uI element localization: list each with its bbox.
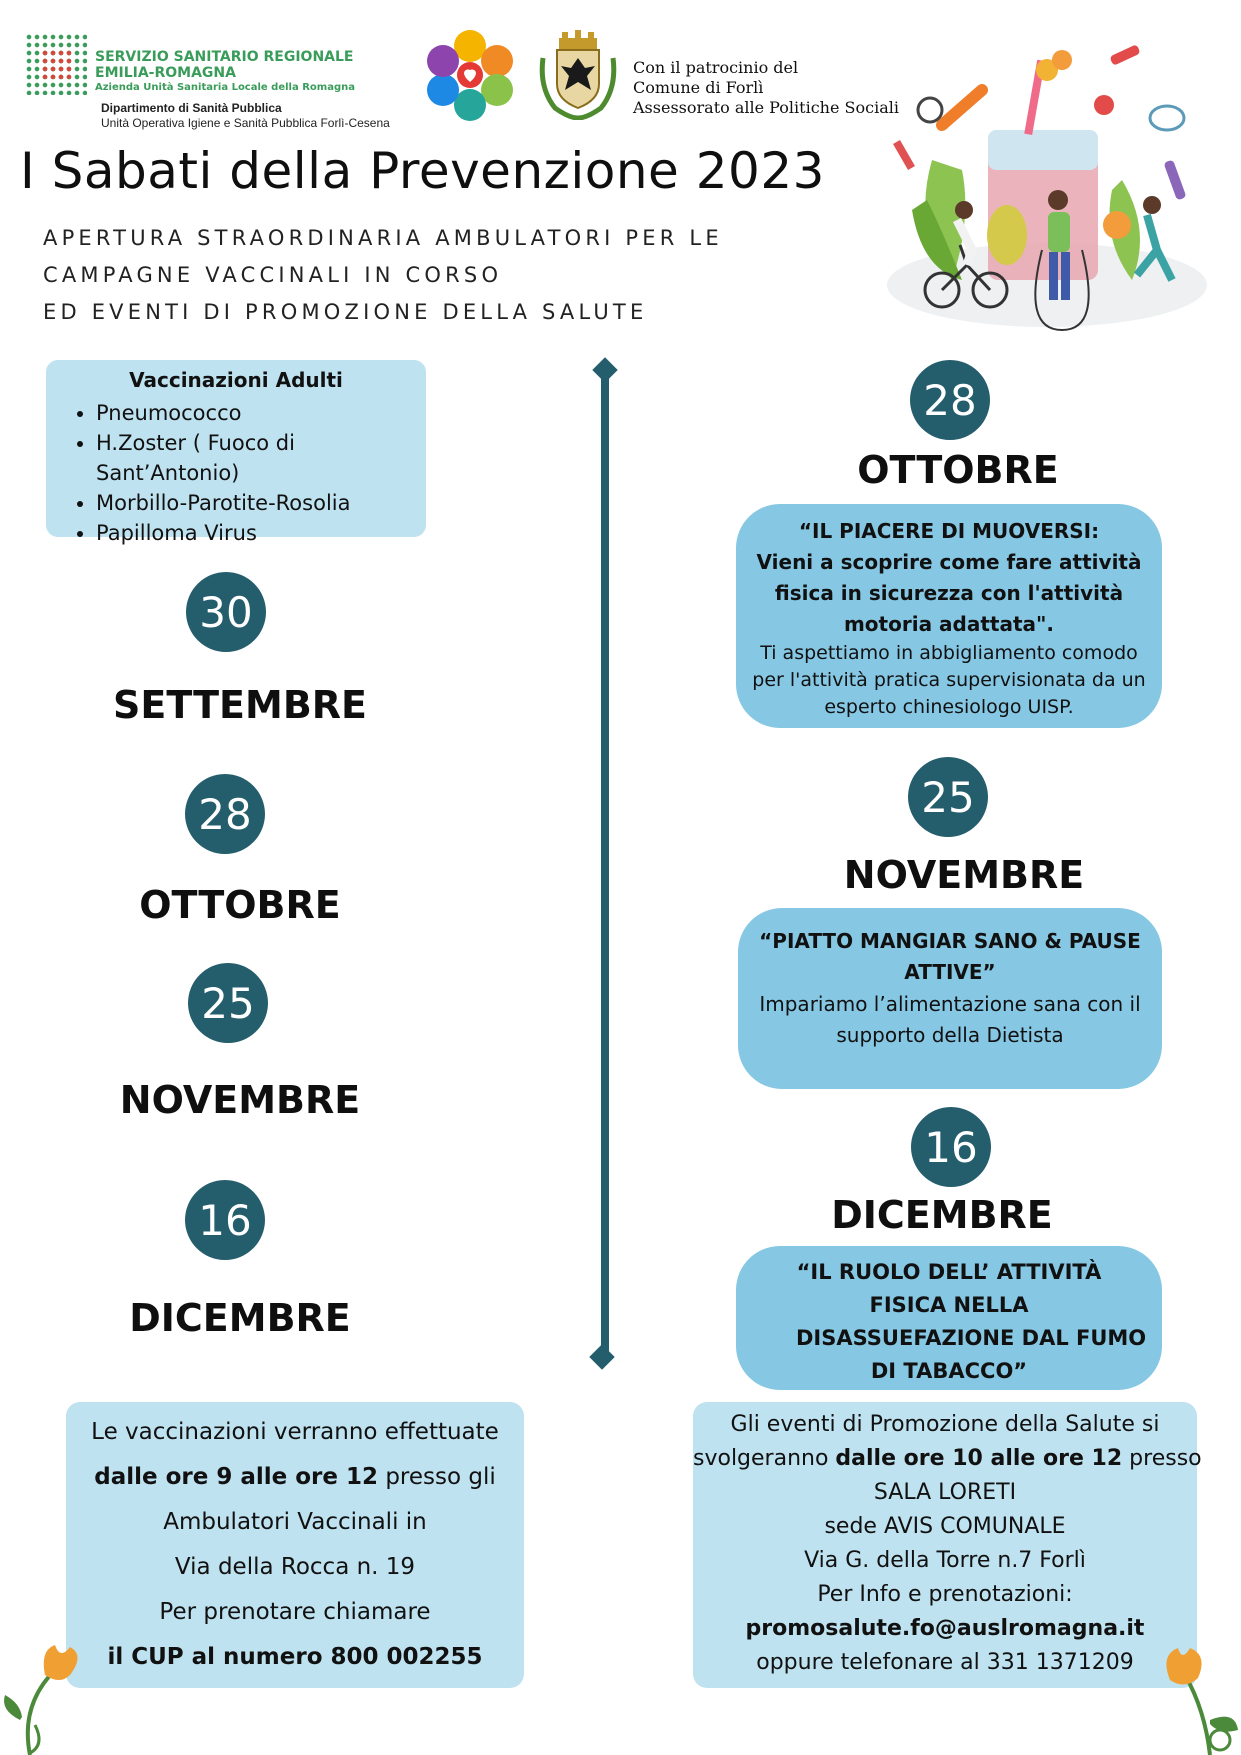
date-circle: 25 bbox=[188, 963, 268, 1043]
patrocinio-line3: Assessorato alle Politiche Sociali bbox=[633, 98, 899, 117]
info-hours: dalle ore 10 alle ore 12 bbox=[835, 1446, 1123, 1471]
vaccination-info-box bbox=[66, 1402, 524, 1688]
event-description-line: Ti aspettiamo in abbigliamento comodo bbox=[760, 642, 1138, 664]
dept-line2: Unità Operativa Igiene e Sanità Pubblica Forlì-Cesena bbox=[101, 116, 390, 130]
info-line bbox=[66, 1455, 524, 1500]
date-circle: 28 bbox=[185, 774, 265, 854]
timeline-line bbox=[601, 370, 609, 1358]
event-subtitle-line: Vieni a scoprire come fare attività bbox=[756, 550, 1142, 574]
vaccinations-list bbox=[74, 398, 416, 548]
info-line: Per Info e prenotazioni: bbox=[817, 1582, 1073, 1607]
phone-line: oppure telefonare al 331 1371209 bbox=[756, 1650, 1134, 1675]
date-month: OTTOBRE bbox=[139, 883, 341, 927]
date-circle: 30 bbox=[186, 572, 266, 652]
event-title-block bbox=[738, 926, 1162, 988]
date-circle: 28 bbox=[910, 360, 990, 440]
forli-crest-icon bbox=[535, 28, 621, 120]
event-title: “IL RUOLO DELL’ ATTIVITÀ bbox=[796, 1260, 1102, 1284]
ausl-logo-cross-icon bbox=[41, 49, 71, 79]
event-description-line: Impariamo l’alimentazione sana con il bbox=[759, 992, 1141, 1016]
date-month: SETTEMBRE bbox=[113, 683, 367, 727]
flower-right-icon bbox=[1150, 1600, 1241, 1755]
health-wheel-logo-icon bbox=[423, 28, 517, 122]
vaccinations-title: Vaccinazioni Adulti bbox=[129, 368, 343, 392]
list-item: • Morbillo-Parotite-Rosolia bbox=[96, 488, 416, 518]
info-line: Via della Rocca n. 19 bbox=[174, 1554, 416, 1580]
patrocinio-line1: Con il patrocinio del bbox=[633, 58, 799, 77]
info-line: Gli eventi di Promozione della Salute si bbox=[730, 1412, 1160, 1437]
info-hours: dalle ore 9 alle ore 12 bbox=[94, 1464, 379, 1490]
event-subtitle-line: fisica in sicurezza con l'attività bbox=[774, 581, 1124, 605]
event-description-line: esperto chinesiologo UISP. bbox=[824, 696, 1074, 718]
info-line: Per prenotare chiamare bbox=[159, 1599, 431, 1625]
ssr-name-line2: EMILIA-ROMAGNA bbox=[95, 65, 236, 81]
info-line: Le vaccinazioni verranno effettuate bbox=[91, 1419, 499, 1445]
date-circle: 25 bbox=[908, 757, 988, 837]
info-line: SALA LORETI bbox=[873, 1480, 1017, 1505]
healthy-lifestyle-illustration bbox=[872, 30, 1212, 340]
event-description-line: supporto della Dietista bbox=[836, 1023, 1064, 1047]
event-subtitle-line: motoria adattata". bbox=[843, 612, 1055, 636]
patrocinio-line2: Comune di Forlì bbox=[633, 78, 764, 97]
date-month: DICEMBRE bbox=[129, 1296, 351, 1340]
timeline-bottom-marker bbox=[589, 1344, 614, 1369]
event-description-line: per l'attività pratica supervisionata da un bbox=[752, 669, 1146, 691]
events-info-box bbox=[693, 1402, 1202, 1688]
info-text: svolgeranno bbox=[693, 1446, 836, 1471]
event-title: “PIATTO MANGIAR SANO & PAUSE bbox=[759, 929, 1141, 953]
date-month: OTTOBRE bbox=[857, 448, 1059, 492]
event-title: FISICA NELLA bbox=[869, 1293, 1029, 1317]
date-circle: 16 bbox=[185, 1180, 265, 1260]
subtitle-line1: APERTURA STRAORDINARIA AMBULATORI PER LE bbox=[43, 226, 723, 250]
timeline-top-marker bbox=[592, 357, 617, 382]
event-title: ATTIVE” bbox=[904, 960, 996, 984]
info-line: sede AVIS COMUNALE bbox=[824, 1514, 1066, 1539]
event-box-movement bbox=[736, 504, 1162, 728]
ssr-name-line3: Azienda Unità Sanitaria Locale della Romagna bbox=[95, 82, 355, 93]
list-item: • Papilloma Virus bbox=[96, 518, 416, 548]
event-description bbox=[738, 989, 1162, 1051]
ssr-name-line1: SERVIZIO SANITARIO REGIONALE bbox=[95, 49, 354, 65]
list-item: • Pneumococco bbox=[96, 398, 416, 428]
event-box-nutrition bbox=[738, 908, 1162, 1089]
info-line bbox=[693, 1442, 1202, 1476]
info-line: Via G. della Torre n.7 Forlì bbox=[804, 1548, 1086, 1573]
info-line: Ambulatori Vaccinali in bbox=[163, 1509, 427, 1535]
event-title: “IL PIACERE DI MUOVERSI: bbox=[798, 519, 1100, 543]
event-title-block bbox=[796, 1256, 1147, 1388]
flower-left-icon bbox=[0, 1625, 90, 1755]
page-title: I Sabati della Prevenzione 2023 bbox=[20, 142, 825, 200]
dept-line1: Dipartimento di Sanità Pubblica bbox=[101, 101, 282, 115]
subtitle-line3: ED EVENTI DI PROMOZIONE DELLA SALUTE bbox=[43, 300, 648, 324]
info-text: presso gli bbox=[378, 1464, 496, 1490]
date-circle: 16 bbox=[911, 1107, 991, 1187]
list-item: • H.Zoster ( Fuoco di Sant’Antonio) bbox=[96, 428, 416, 488]
event-title: DI TABACCO” bbox=[870, 1359, 1028, 1383]
event-title: DISASSUEFAZIONE DAL FUMO bbox=[796, 1326, 1147, 1350]
event-description bbox=[736, 640, 1162, 721]
info-text: presso bbox=[1122, 1446, 1202, 1471]
cup-phone-line: il CUP al numero 800 002255 bbox=[107, 1644, 483, 1670]
subtitle-line2: CAMPAGNE VACCINALI IN CORSO bbox=[43, 263, 503, 287]
event-title-block bbox=[736, 516, 1162, 640]
date-month: DICEMBRE bbox=[831, 1193, 1053, 1237]
event-box-smoking bbox=[736, 1246, 1162, 1390]
email-link[interactable]: promosalute.fo@auslromagna.it bbox=[745, 1616, 1145, 1641]
date-month: NOVEMBRE bbox=[119, 1078, 361, 1122]
vaccinations-box bbox=[46, 360, 426, 545]
date-month: NOVEMBRE bbox=[843, 853, 1085, 897]
